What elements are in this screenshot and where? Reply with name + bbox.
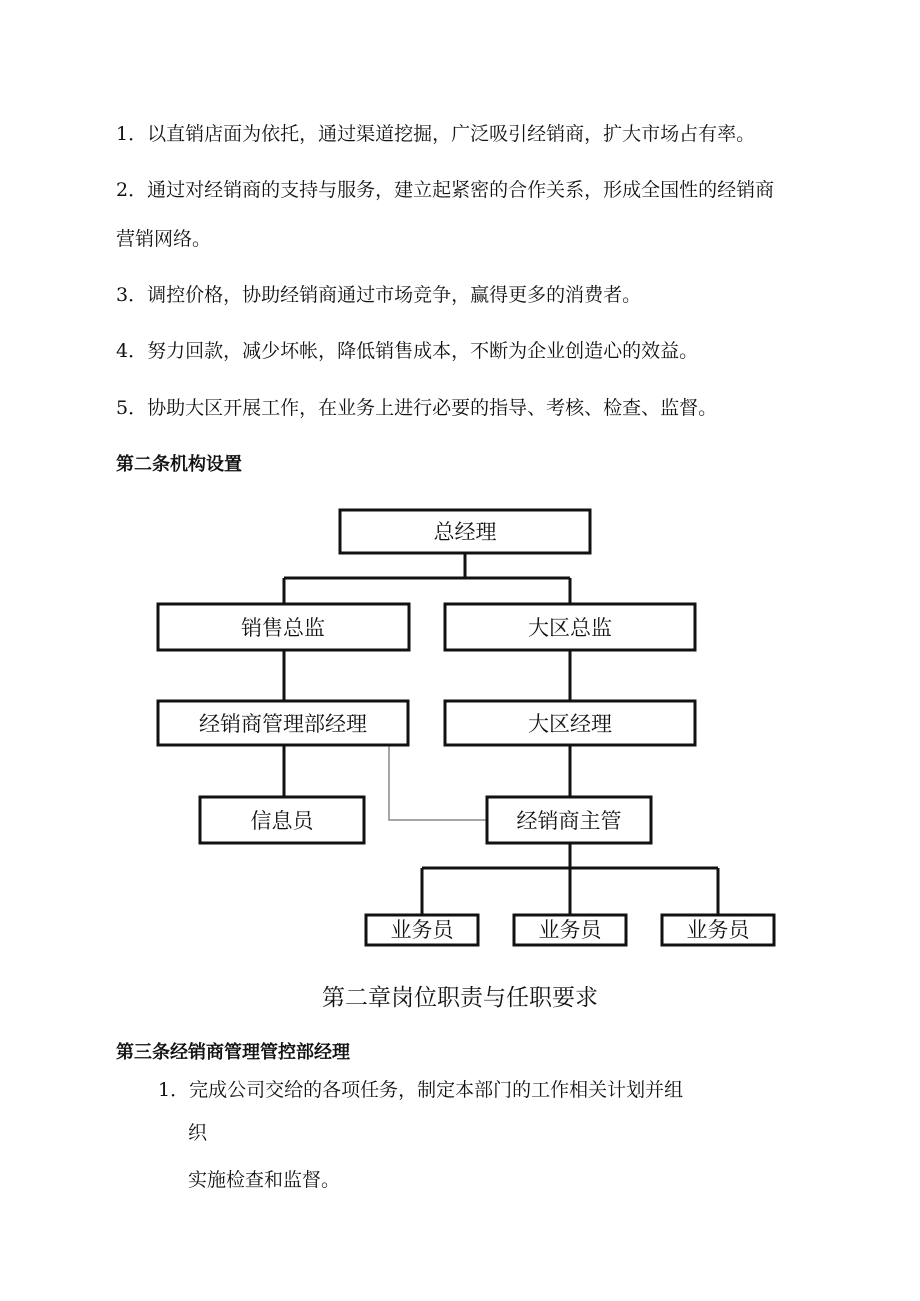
item-5: 5．协助大区开展工作，在业务上进行必要的指导、考核、检查、监督。	[116, 397, 718, 419]
node-salesman-2	[514, 915, 626, 945]
section3-item-1-wrap: 织	[188, 1122, 208, 1144]
chapter-title: 第二章岗位职责与任职要求	[322, 985, 598, 1011]
item-4: 4．努力回款，减少坏帐，降低销售成本，不断为企业创造心的效益。	[116, 340, 699, 362]
svg-text:业务员: 业务员	[390, 918, 454, 942]
svg-text:经销商管理部经理: 经销商管理部经理	[199, 712, 367, 736]
svg-text:大区总监: 大区总监	[528, 616, 612, 640]
item-3: 3．调控价格，协助经销商通过市场竞争，赢得更多的消费者。	[116, 284, 642, 306]
svg-text:业务员: 业务员	[538, 918, 602, 942]
node-dealer-supervisor	[487, 797, 651, 843]
node-dealer-mgmt-manager	[158, 701, 408, 745]
section3-item-1-continued: 实施检查和监督。	[188, 1169, 341, 1191]
node-sales-director	[158, 604, 409, 650]
node-salesman-3	[662, 915, 774, 945]
connector-dealer-mgmt-to-supervisor	[389, 745, 487, 820]
section-heading-org: 第二条机构设置	[116, 454, 242, 475]
section-heading-dealer-manager: 第三条经销商管理管控部经理	[116, 1042, 350, 1063]
item-2-continued: 营销网络。	[116, 228, 212, 250]
node-salesman-1	[366, 915, 478, 945]
node-gm	[340, 510, 590, 553]
node-info-officer	[200, 797, 364, 843]
svg-text:信息员: 信息员	[250, 809, 314, 833]
section3-item-1: 1．完成公司交给的各项任务，制定本部门的工作相关计划并组	[158, 1079, 684, 1101]
svg-text:总经理: 总经理	[433, 520, 497, 544]
svg-text:经销商主管: 经销商主管	[516, 809, 622, 833]
svg-text:业务员: 业务员	[686, 918, 750, 942]
item-2: 2．通过对经销商的支持与服务，建立起紧密的合作关系，形成全国性的经销商	[116, 179, 775, 201]
item-1: 1．以直销店面为依托，通过渠道挖掘，广泛吸引经销商，扩大市场占有率。	[116, 123, 756, 145]
node-region-manager	[445, 701, 695, 745]
node-region-director	[445, 604, 695, 650]
svg-text:大区经理: 大区经理	[528, 712, 612, 736]
svg-text:销售总监: 销售总监	[241, 616, 325, 640]
